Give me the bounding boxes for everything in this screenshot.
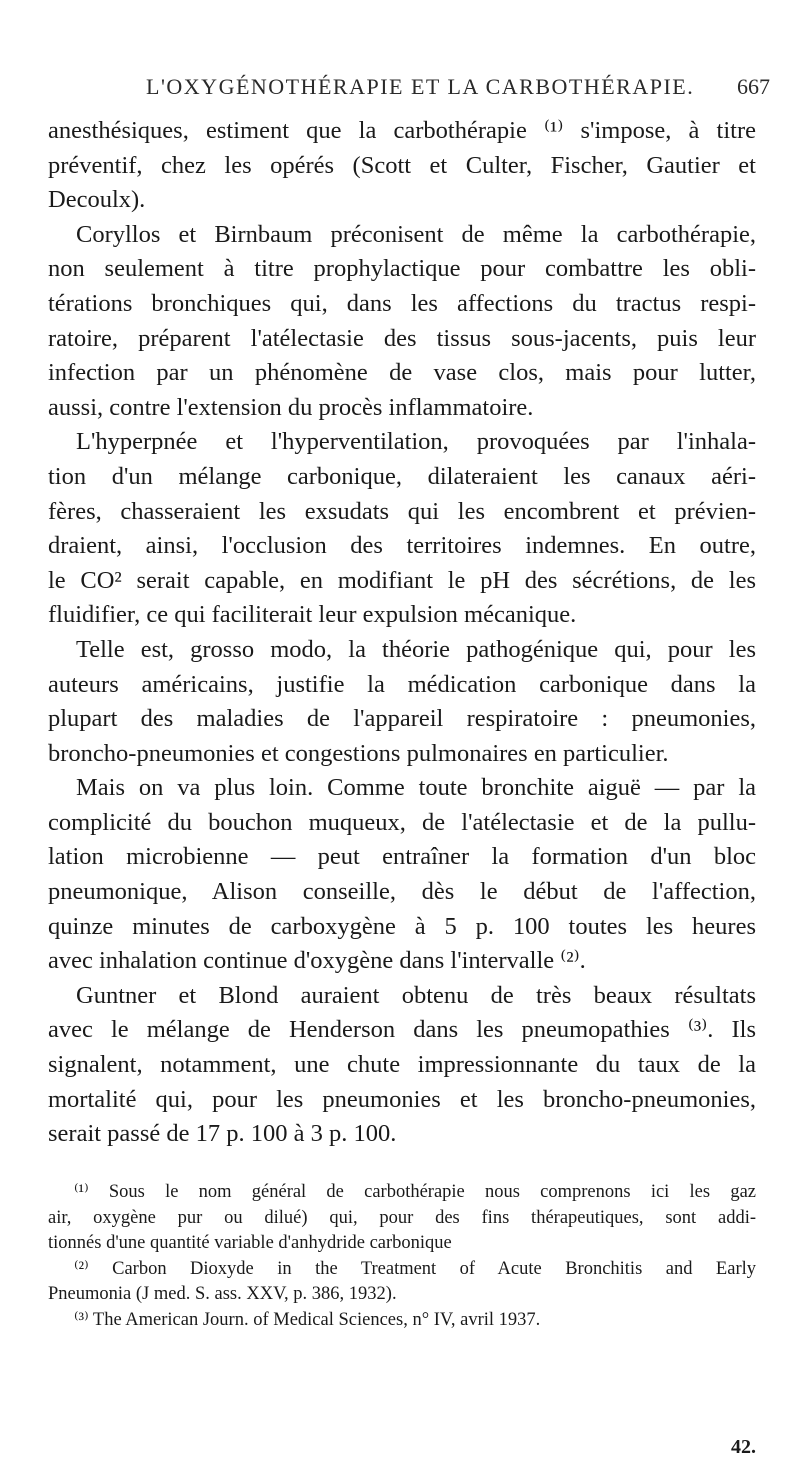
- text-line: avec le mélange de Henderson dans les pneumopathies ⁽³⁾. Ils: [48, 1016, 756, 1044]
- text-line: Guntner et Blond auraient obtenu de très beaux résultats: [76, 981, 756, 1009]
- page-number: 667: [737, 74, 770, 99]
- text-line: mortalité qui, pour les pneumonies et les broncho-pneumonies,: [48, 1085, 756, 1113]
- footnote-2: [48, 1257, 756, 1308]
- text-line: fères, chasseraient les exsudats qui les encombrent et prévien-: [48, 497, 756, 525]
- text-line: fluidifier, ce qui faciliterait leur expulsion mécanique.: [48, 601, 577, 629]
- footnote-line: Pneumonia (J med. S. ass. XXV, p. 386, 1932).: [48, 1284, 397, 1304]
- text-line: Mais on va plus loin. Comme toute bronchite aiguë — par la: [76, 774, 756, 802]
- footnote-3: [48, 1308, 756, 1334]
- text-line: tion d'un mélange carbonique, dilateraient les canaux aéri-: [48, 462, 756, 490]
- text-line: le CO² serait capable, en modifiant le pH des sécrétions, de les: [48, 566, 756, 594]
- text-line: aussi, contre l'extension du procès inflammatoire.: [48, 393, 534, 421]
- footnote-line: ⁽²⁾ Carbon Dioxyde in the Treatment of Acute Bronchitis and Early: [74, 1258, 756, 1279]
- paragraph-1: [48, 114, 756, 218]
- footnote-line: tionnés d'une quantité variable d'anhydride carbonique: [48, 1233, 452, 1253]
- paragraph-6: [48, 979, 756, 1152]
- footnote-line: ⁽¹⁾ Sous le nom général de carbothérapie nous comprenons ici les gaz: [74, 1182, 756, 1202]
- text-line: L'hyperpnée et l'hyperventilation, provoquées par l'inhala-: [76, 428, 756, 456]
- text-line: draient, ainsi, l'occlusion des territoires indemnes. En outre,: [48, 532, 756, 560]
- printer-signature: 42.: [731, 1436, 756, 1458]
- running-title: L'OXYGÉNOTHÉRAPIE ET LA CARBOTHÉRAPIE.: [146, 74, 695, 99]
- text-line: serait passé de 17 p. 100 à 3 p. 100.: [48, 1120, 397, 1148]
- text-line: térations bronchiques qui, dans les affections du tractus respi-: [48, 289, 756, 317]
- text-line: pneumonique, Alison conseille, dès le début de l'affection,: [48, 878, 756, 906]
- paragraph-5: [48, 771, 756, 979]
- text-line: auteurs américains, justifie la médication carbonique dans la: [48, 670, 756, 698]
- text-line: plupart des maladies de l'appareil respiratoire : pneumonies,: [48, 705, 756, 733]
- text-line: anesthésiques, estiment que la carbothérapie ⁽¹⁾ s'impose, à titre: [48, 117, 756, 144]
- text-line: complicité du bouchon muqueux, de l'atélectasie et de la pullu-: [48, 808, 756, 836]
- text-line: infection par un phénomène de vase clos, mais pour lutter,: [48, 359, 756, 387]
- page-header: [48, 74, 770, 104]
- text-line: ratoire, préparent l'atélectasie des tissus sous-jacents, puis leur: [48, 324, 756, 352]
- paragraph-3: [48, 425, 756, 633]
- text-line: Coryllos et Birnbaum préconisent de même la carbothérapie,: [76, 220, 756, 248]
- footnote-1: [48, 1180, 756, 1257]
- text-line: broncho-pneumonies et congestions pulmonaires en particulier.: [48, 739, 669, 767]
- footnotes: [48, 1180, 756, 1333]
- footnote-line: ⁽³⁾ The American Journ. of Medical Sciences, n° IV, avril 1937.: [74, 1309, 541, 1330]
- paragraph-2: [48, 218, 756, 426]
- paragraph-4: [48, 633, 756, 771]
- text-line: Decoulx).: [48, 186, 146, 214]
- text-line: avec inhalation continue d'oxygène dans l'intervalle ⁽²⁾.: [48, 947, 586, 975]
- text-line: préventif, chez les opérés (Scott et Culter, Fischer, Gautier et: [48, 151, 756, 179]
- body-text: [48, 114, 756, 1152]
- text-line: non seulement à titre prophylactique pour combattre les obli-: [48, 255, 756, 283]
- text-line: Telle est, grosso modo, la théorie pathogénique qui, pour les: [76, 635, 756, 663]
- text-line: quinze minutes de carboxygène à 5 p. 100 toutes les heures: [48, 912, 756, 940]
- text-line: signalent, notamment, une chute impressionnante du taux de la: [48, 1051, 756, 1079]
- text-line: lation microbienne — peut entraîner la formation d'un bloc: [48, 843, 756, 871]
- footnote-line: air, oxygène pur ou dilué) qui, pour des fins thérapeutiques, sont addi-: [48, 1207, 756, 1228]
